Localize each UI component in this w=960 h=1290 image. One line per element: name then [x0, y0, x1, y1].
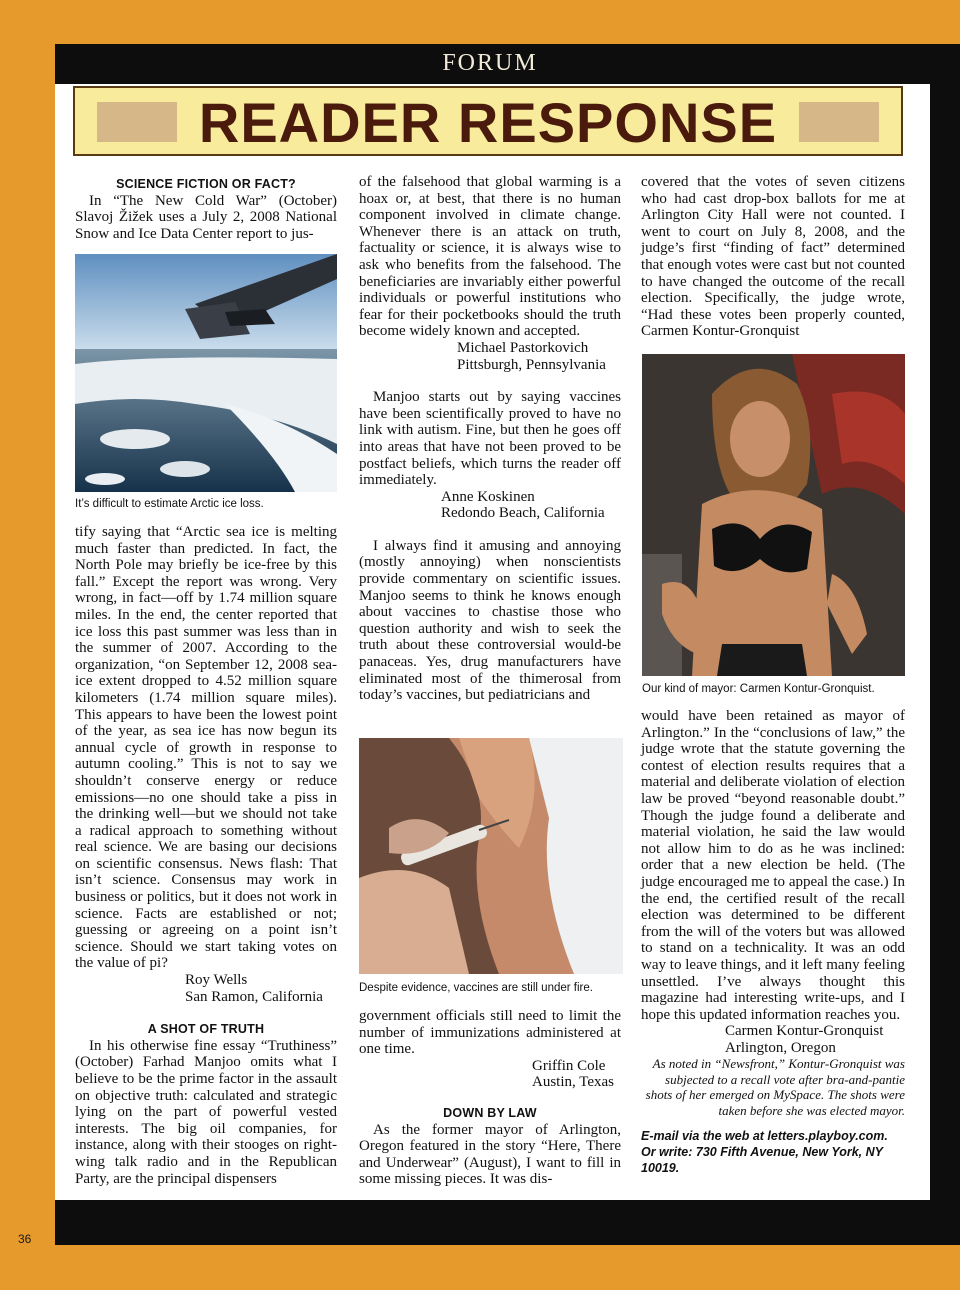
signature-name: Anne Koskinen [441, 488, 535, 505]
column-3-continued [641, 708, 905, 1176]
letter-paragraph: of the falsehood that global warming is a hoax or, at best, that there is no human component involved in climate change. Whenever there is an attack on truth, factuality or science, it is always wise to ask who benefits from the falsehood. The beneficiaries are invariably either powerful individuals or powerful institutions who fear for their pocketbooks should the truth become widely known and accepted. [359, 174, 621, 340]
column-2 [359, 174, 621, 704]
right-edge-strip [930, 84, 960, 1200]
heading-shot-of-truth: A SHOT OF TRUTH [147, 1022, 265, 1037]
signature-place: Redondo Beach, California [441, 505, 605, 522]
column-1-continued [75, 524, 337, 1187]
letter-paragraph: In his otherwise fine essay “Truthiness” (October) Farhad Manjoo omits what I believe to be the prime factor in the assault on objective truth: calculated and strategic lying on the part of powerful vested interests. The big oil companies, for instance, along with their stooges on right-wing talk radio and in the Republican Party, are the principal dispensers [75, 1037, 337, 1187]
letter-paragraph: Manjoo starts out by saying vaccines have been scientifically proved to have no link with autism. Fine, but then he goes off into areas that have not been proved to be postfact beliefs, which turns the reader off immediately. [359, 389, 621, 489]
letter-paragraph: As the former mayor of Arlington, Oregon featured in the story “Here, There and Underwear” (August), I want to fill in some missing pieces. It was dis- [359, 1121, 621, 1188]
signature-name: Griffin Cole [532, 1057, 606, 1074]
editor-note: As noted in “Newsfront,” Kontur-Gronquist was subjected to a recall vote after bra-and-pantie shots of her emerged on MySpace. The shots were taken before she was elected mayor. [645, 1056, 905, 1118]
letter-paragraph: would have been retained as mayor of Arlington.” In the “conclusions of law,” the judge wrote that the statute governing the contest of election results requires that a material and deliberate violation of election law be proved “beyond reasonable doubt.” Though the judge found a deliberate and material violation, he said the law would not allow him to do as he was inclined: order that a new election be held. (The judge encouraged me to appeal the case.) In the end, the certified result of the recall election was determined to be different from the will of the voters but was allowed to stand on a technicality. It was an odd way to leave things, and it left many feeling unsettled. I’ve always thought this magazine had interesting write-ups, and I hope this updated information reaches you. [641, 708, 905, 1023]
arctic-ice-photo [75, 254, 337, 492]
signature-place: Arlington, Oregon [725, 1039, 836, 1056]
vaccine-photo-caption: Despite evidence, vaccines are still under fire. [359, 982, 593, 994]
mayor-photo-caption: Our kind of mayor: Carmen Kontur-Gronquist. [642, 683, 875, 695]
page-title: READER RESPONSE [198, 91, 778, 154]
signature-name: Carmen Kontur-Gronquist [725, 1023, 884, 1040]
section-label: FORUM [442, 50, 538, 76]
letter-paragraph: I always find it amusing and annoying (mostly annoying) when nonscientists provide commentary on scientific issues. Manjoo seems to think he knows enough about vaccines to chastise those who question authority and wish to seek the truth about these controversial would-be panaceas. Yes, drug manufacturers have eliminated most of the thimerosal from today’s vaccines, but pediatricians and [359, 537, 621, 704]
page-number: 36 [18, 1232, 32, 1246]
heading-down-by-law: DOWN BY LAW [443, 1105, 537, 1120]
mayor-photo [642, 354, 905, 676]
bottom-black-bar [55, 1200, 960, 1245]
signature-place: Austin, Texas [532, 1074, 615, 1091]
column-3 [641, 174, 905, 340]
column-2-continued [359, 1008, 621, 1188]
signature-place: San Ramon, California [185, 988, 323, 1005]
column-1 [75, 176, 337, 242]
signature-place: Pittsburgh, Pennsylvania [457, 356, 606, 373]
title-banner [73, 86, 903, 156]
signature-name: Michael Pastorkovich [457, 339, 589, 356]
submission-info: E-mail via the web at letters.playboy.com. Or write: 730 Fifth Avenue, New York, NY 10019. [641, 1129, 888, 1176]
arctic-photo-caption: It’s difficult to estimate Arctic ice loss. [75, 498, 264, 510]
letter-paragraph: In “The New Cold War” (October) Slavoj Žižek uses a July 2, 2008 National Snow and Ice Data Center report to jus- [75, 192, 337, 242]
letter-paragraph: government officials still need to limit the number of immunizations administered at one time. [359, 1008, 621, 1058]
letter-paragraph: tify saying that “Arctic sea ice is melting much faster than predicted. In fact, the North Pole may briefly be ice-free by this fall.” Except the report was wrong. Very wrong, in fact—off by 1.74 million square miles. In the end, the center reported that ice loss this past summer was less than in the summer of 2007. According to the organization, “on September 12, 2008 sea-ice extent dropped to 4.52 million square kilometers (1.74 million square miles). This appears to have been the lowest point of the year, as sea ice has now begun its annual cycle of growth in response to autumn cooling.” This is not to say we shouldn’t conserve energy or reduce emissions—no one should take a piss in the drinking well—but we should not take a radical approach to something without real science. We are basing our decisions on scientific consensus. News flash: That isn’t science. Consensus may work in business or politics, but it does not work in science. Facts are established or not; guessing or agreeing on a point isn’t science. Should we start taking votes on the value of pi? [75, 524, 337, 972]
letter-paragraph: covered that the votes of seven citizens who had cast drop-box ballots for me at Arlington City Hall were not counted. I went to court on July 8, 2008, and the judge’s first “finding of fact” determined that enough votes were cast but not counted to have changed the outcome of the recall election. Specifically, the judge wrote, “Had these votes been properly counted, Carmen Kontur-Gronquist [641, 174, 905, 340]
vaccine-photo [359, 738, 623, 974]
heading-science-fiction: SCIENCE FICTION OR FACT? [116, 177, 296, 191]
signature-name: Roy Wells [185, 972, 248, 989]
